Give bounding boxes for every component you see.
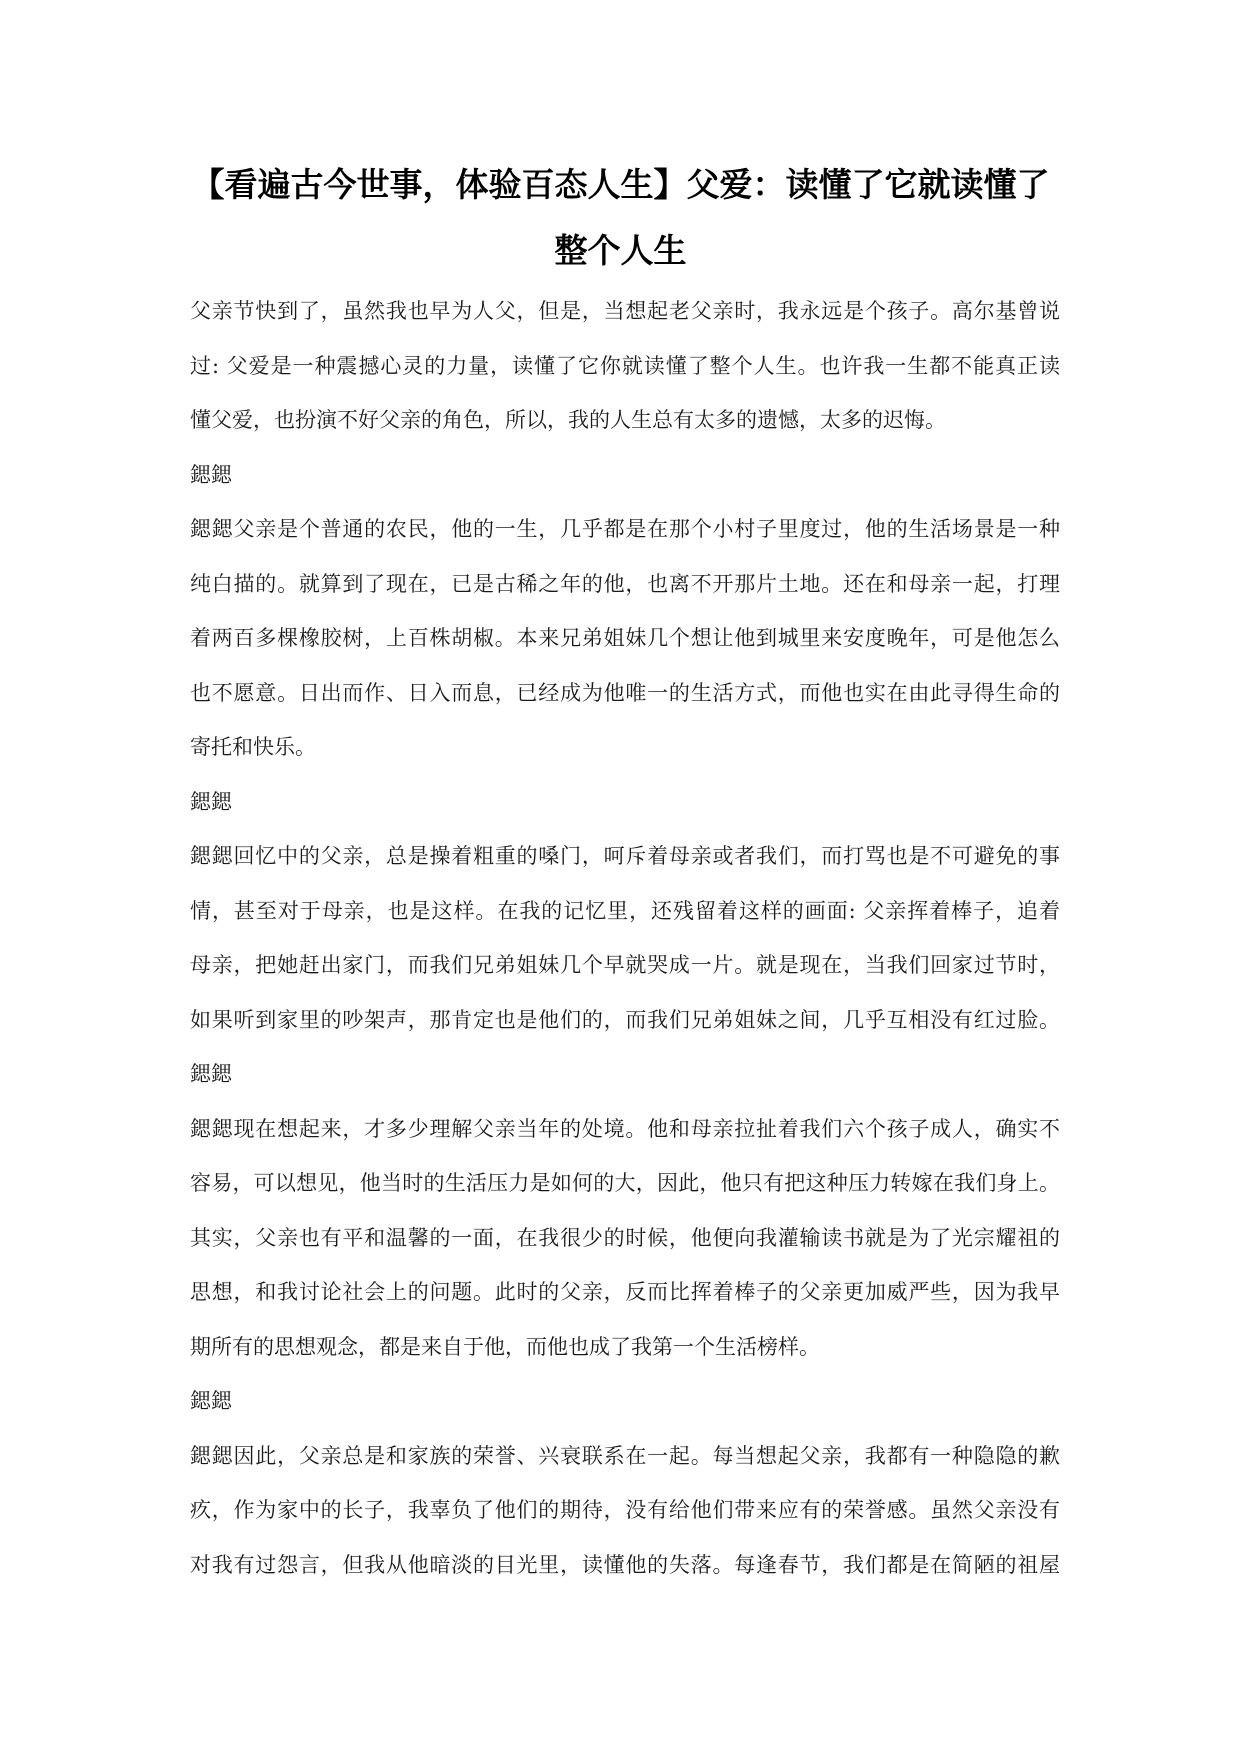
text-line: 母亲，把她赶出家门，而我们兄弟姐妹几个早就哭成一片。就是现在，当我们回家过节时，: [190, 953, 1060, 977]
text-line: 寄托和快乐。: [190, 735, 316, 759]
text-line: 思想，和我讨论社会上的问题。此时的父亲，反而比挥着棒子的父亲更加威严些，因为我早: [190, 1280, 1060, 1304]
text-line: 情，甚至对于母亲，也是这样。在我的记忆里，还残留着这样的画面: 父亲挥着棒子，追着: [190, 898, 1060, 923]
title-line-2: 整个人生: [554, 231, 687, 270]
text-line: 鍶鍶: [190, 789, 232, 814]
text-line: 也不愿意。日出而作、日入而息，已经成为他唯一的生活方式，而他也实在由此寻得生命的: [190, 680, 1060, 705]
text-line: 鍶鍶因此，父亲总是和家族的荣誉、兴衰联系在一起。每当想起父亲，我都有一种隐隐的歉: [190, 1443, 1060, 1468]
text-line: 如果听到家里的吵架声，那肯定也是他们的，而我们兄弟姐妹之间，几乎互相没有红过脸。: [190, 1007, 1060, 1032]
text-line: 其实，父亲也有平和温馨的一面，在我很少的时候，他便向我灌输读书就是为了光宗耀祖的: [190, 1225, 1060, 1250]
document-title: [150, 152, 1091, 284]
text-line: 纯白描的。就算到了现在，已是古稀之年的他，也离不开那片土地。还在和母亲一起，打理: [190, 571, 1060, 596]
text-line: 着两百多棵橡胶树，上百株胡椒。本来兄弟姐妹几个想让他到城里来安度晚年，可是他怎么: [190, 626, 1060, 650]
text-line: 鍶鍶: [190, 462, 232, 487]
text-line: 过: 父爱是一种震撼心灵的力量，读懂了它你就读懂了整个人生。也许我一生都不能真正读: [190, 353, 1060, 378]
text-line: 父亲节快到了，虽然我也早为人父，但是，当想起老父亲时，我永远是个孩子。高尔基曾说: [190, 299, 1060, 323]
text-line: 懂父爱，也扮演不好父亲的角色，所以，我的人生总有太多的遗憾，太多的迟悔。: [190, 408, 946, 432]
title-line-1: 【看遍古今世事，体验百态人生】父爱：读懂了它就读懂了: [191, 165, 1050, 204]
text-line: 鍶鍶父亲是个普通的农民，他的一生，几乎都是在那个小村子里度过，他的生活场景是一种: [190, 517, 1060, 541]
text-line: 鍶鍶: [190, 1389, 232, 1413]
text-line: 鍶鍶回忆中的父亲，总是操着粗重的嗓门，呵斥着母亲或者我们，而打骂也是不可避免的事: [190, 844, 1060, 868]
text-line: 疚，作为家中的长子，我辜负了他们的期待，没有给他们带来应有的荣誉感。虽然父亲没有: [190, 1498, 1060, 1522]
text-line: 鍶鍶现在想起来，才多少理解父亲当年的处境。他和母亲拉扯着我们六个孩子成人，确实不: [190, 1116, 1060, 1141]
text-line: 鍶鍶: [190, 1062, 232, 1086]
document-body: [190, 284, 1060, 1592]
text-line: 期所有的思想观念，都是来自于他，而他也成了我第一个生活榜样。: [190, 1334, 820, 1359]
text-line: 对我有过怨言，但我从他暗淡的目光里，读懂他的失落。每逢春节，我们都是在简陋的祖屋: [190, 1552, 1060, 1577]
text-line: 容易，可以想见，他当时的生活压力是如何的大，因此，他只有把这种压力转嫁在我们身上。: [190, 1171, 1060, 1195]
